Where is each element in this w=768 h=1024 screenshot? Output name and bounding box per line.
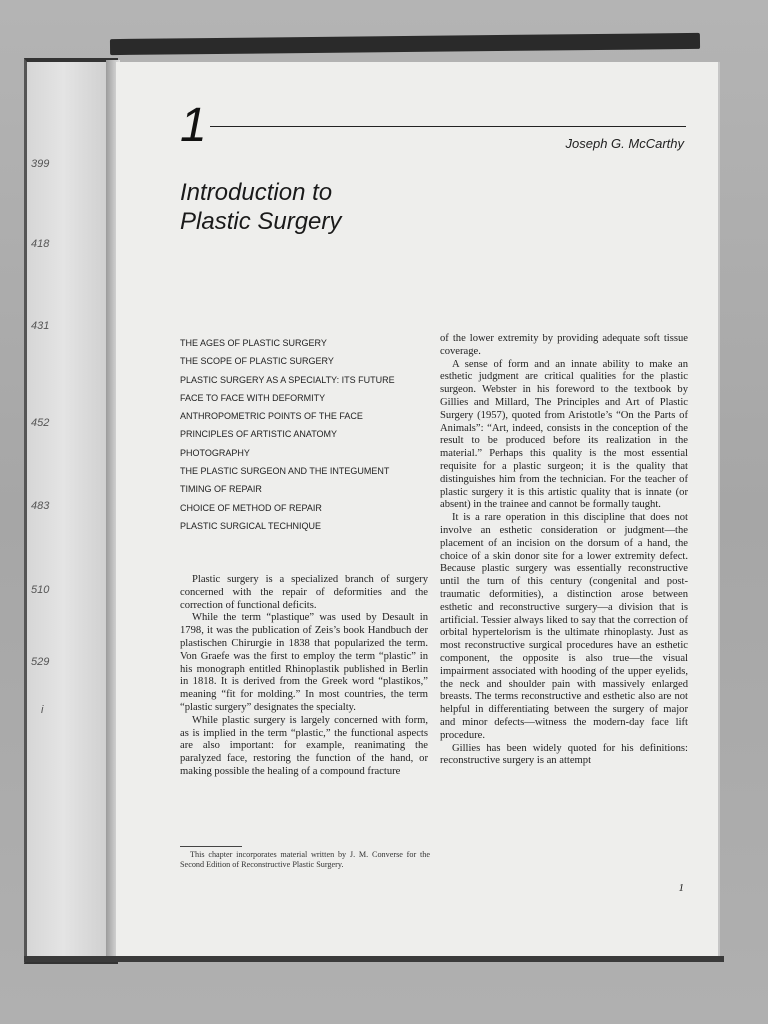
page-number: 1 (678, 882, 684, 894)
margin-number: i (41, 704, 44, 716)
toc-item: TIMING OF REPAIR (180, 484, 262, 495)
paragraph: A sense of form and an innate ability to make an esthetic judgment are critical qualities for the plastic surgeon. Webster in his foreword to the textbook by Gillies and Millard, The Principles and Art of Plastic Surgery (1957), quoted from Aristotle’s “On the Parts of Animals”: “Art, indeed, consists in the conception of the result to be produced before its realization in the material.” Perhaps this quality is the most essential requisite for a plastic surgeon; it is the quality that distinguishes him from the technician. For the teacher of plastic surgery it is this artistic quality that is innate (or absent) in the trainee and cannot be formally taught. (440, 358, 688, 511)
toc-item: ANTHROPOMETRIC POINTS OF THE FACE (180, 411, 363, 422)
chapter-title-line: Plastic Surgery (180, 208, 342, 235)
margin-number: 529 (31, 656, 50, 668)
margin-number: 431 (31, 320, 50, 332)
toc-item: PHOTOGRAPHY (180, 447, 250, 458)
toc-item: FACE TO FACE WITH DEFORMITY (180, 392, 326, 403)
chapter-rule (210, 126, 686, 127)
paragraph: It is a rare operation in this discipline that does not involve an esthetic consideration or judgment—the placement of an incision on the dorsum of a hand, the choice of a skin donor site for a lower extremity defect. Because plastic surgery was essentially reconstructive until the turn of this century (congenital and post-traumatic deformities), a distinction arose between esthetic and reconstructive surgery—a division that is artificial. Tessier always liked to say that the correction of orbital hypertelorism is the ultimate rhinoplasty. Just as most reconstructive surgical procedures have an esthetic component, the opposite is also true—the visual impairment associated with hooding of the upper eyelids, the neck and shoulder pain with massively enlarged breasts. The terms reconstructive and esthetic also are not helpful in differentiating between the surgery of major and minor defects—witness the modern-day face lift procedure. (440, 512, 688, 741)
text-column-right (440, 333, 688, 768)
book-page (116, 62, 720, 956)
chapter-title-line: Introduction to (180, 179, 333, 206)
text-column-left (180, 574, 428, 779)
toc-item: CHOICE OF METHOD OF REPAIR (180, 502, 322, 513)
chapter-contents (180, 334, 430, 535)
toc-item: THE PLASTIC SURGEON AND THE INTEGUMENT (180, 466, 390, 477)
chapter-number: 1 (180, 99, 207, 152)
chapter-title (180, 178, 480, 236)
toc-item: PRINCIPLES OF ARTISTIC ANATOMY (180, 429, 338, 440)
margin-number: 510 (31, 584, 50, 596)
margin-number: 418 (31, 238, 50, 250)
margin-number: 399 (31, 158, 50, 170)
toc-item: PLASTIC SURGICAL TECHNIQUE (180, 520, 322, 531)
footnote-rule (180, 846, 242, 847)
paragraph: Plastic surgery is a specialized branch of surgery concerned with the repair of deformities and the correction of functional deficits. (180, 574, 428, 611)
left-page-edge (24, 58, 118, 964)
bottom-edge (24, 956, 724, 962)
toc-item: PLASTIC SURGERY AS A SPECIALTY: ITS FUTURE (180, 374, 395, 385)
paragraph: Gillies has been widely quoted for his definitions: reconstructive surgery is an attempt (440, 742, 688, 767)
paragraph: While the term “plastique” was used by Desault in 1798, it was the publication of Zeis’s book Handbuch der plastischen Chirurgie in 1838 that popularized the term. Von Graefe was the first to employ the term “plastic” in his monograph entitled Rhinoplastik published in Berlin in 1818. It is derived from the Greek word “plastikos,” meaning “fit for molding.” In most countries, the term “plastic surgery” designates the specialty. (180, 612, 428, 713)
chapter-author: Joseph G. McCarthy (565, 136, 684, 151)
margin-number: 483 (31, 500, 50, 512)
paragraph: While plastic surgery is largely concerned with form, as is implied in the term “plastic,” the functional aspects are also important: for example, reanimating the paralyzed face, restoring the function of the hand, or making possible the healing of a compound fracture (180, 714, 428, 777)
toc-item: THE SCOPE OF PLASTIC SURGERY (180, 356, 334, 367)
paragraph: of the lower extremity by providing adequate soft tissue coverage. (440, 333, 688, 357)
toc-item: THE AGES OF PLASTIC SURGERY (180, 338, 327, 348)
margin-number: 452 (31, 417, 50, 429)
footnote: This chapter incorporates material written by J. M. Converse for the Second Edition of Reconstructive Plastic Surgery. (180, 850, 430, 870)
